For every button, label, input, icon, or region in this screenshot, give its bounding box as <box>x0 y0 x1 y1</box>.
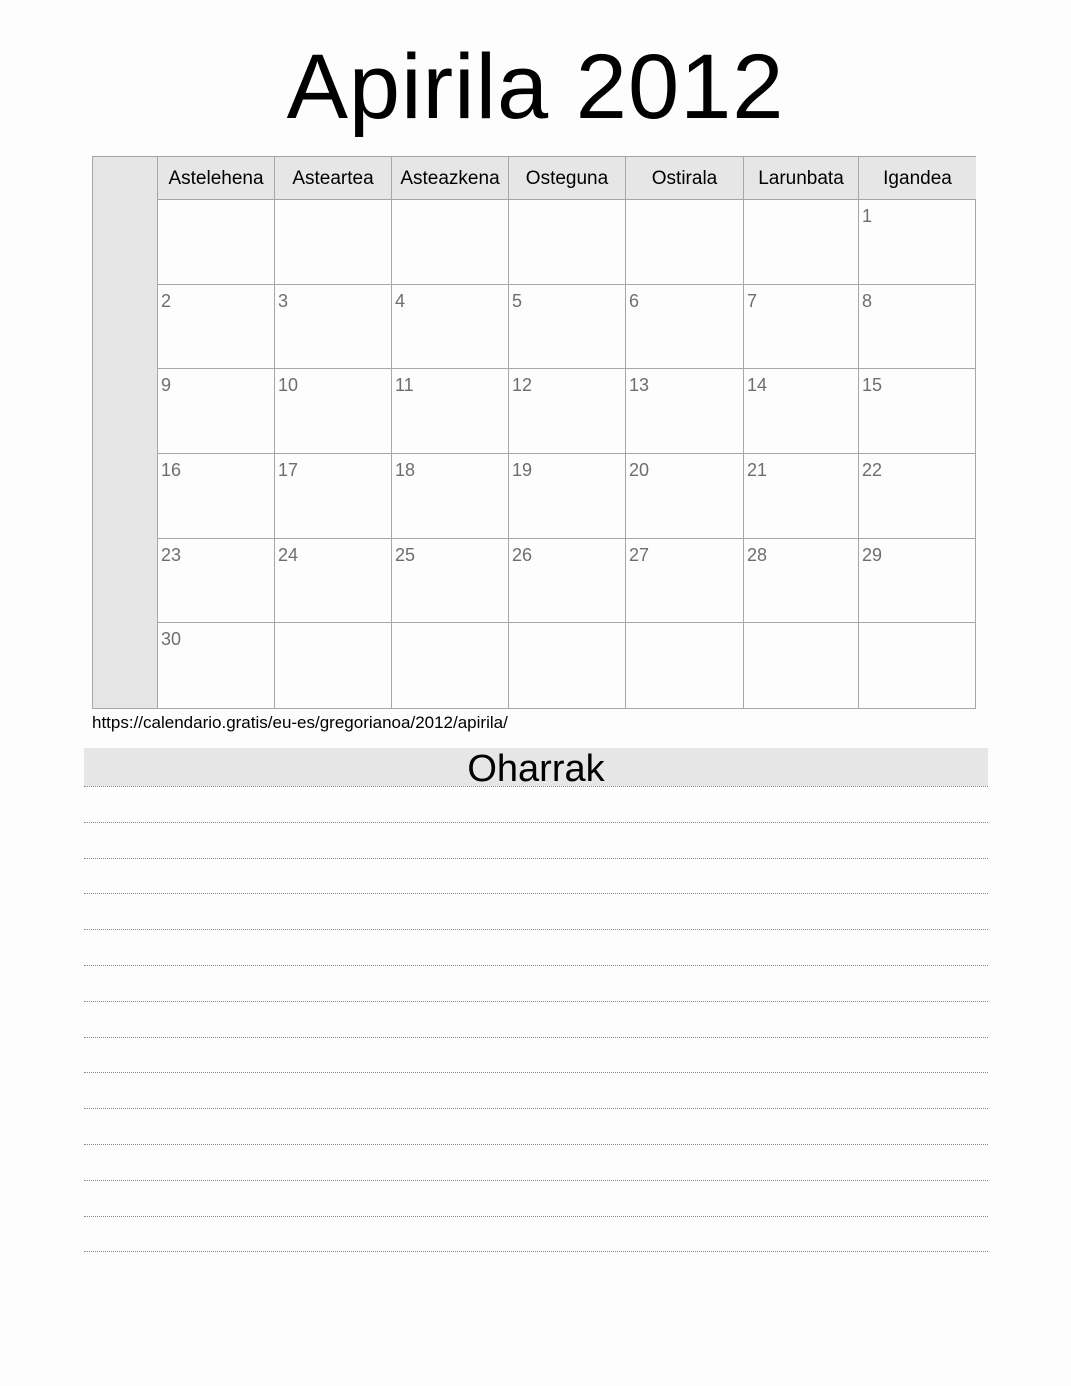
notes-title: Oharrak <box>84 748 988 786</box>
day-cell <box>859 369 976 454</box>
weekday-header: Asteartea <box>275 157 392 200</box>
notes-line <box>84 929 988 930</box>
day-cell <box>626 623 744 708</box>
day-number: 8 <box>862 290 873 311</box>
day-number: 14 <box>747 375 768 396</box>
day-cell <box>509 623 626 708</box>
day-cell <box>744 200 859 285</box>
day-number: 23 <box>161 544 182 565</box>
day-number: 22 <box>862 459 883 480</box>
page-title: Apirila 2012 <box>286 36 785 138</box>
day-number: 9 <box>161 375 172 396</box>
day-number: 12 <box>512 375 533 396</box>
day-cell <box>275 454 392 539</box>
notes-line <box>84 965 988 966</box>
notes-line <box>84 1216 988 1217</box>
notes-line <box>84 1037 988 1038</box>
day-cell <box>275 369 392 454</box>
week-number-column <box>93 157 158 708</box>
day-number: 16 <box>161 459 182 480</box>
calendar-cells <box>158 157 975 708</box>
weekday-header: Astelehena <box>158 157 275 200</box>
day-number: 6 <box>629 290 640 311</box>
notes-line <box>84 1001 988 1002</box>
day-number: 3 <box>278 290 289 311</box>
day-number: 20 <box>629 459 650 480</box>
day-cell <box>509 454 626 539</box>
day-cell <box>626 539 744 624</box>
weekday-header: Ostirala <box>626 157 744 200</box>
day-cell <box>275 623 392 708</box>
day-number: 15 <box>862 375 883 396</box>
day-cell <box>626 369 744 454</box>
notes-line <box>84 1251 988 1252</box>
day-number: 29 <box>862 544 883 565</box>
day-number: 19 <box>512 459 533 480</box>
day-cell <box>158 369 275 454</box>
day-cell <box>509 285 626 370</box>
day-cell <box>158 200 275 285</box>
day-number: 2 <box>161 290 172 311</box>
day-number: 21 <box>747 459 768 480</box>
day-number: 30 <box>161 629 182 650</box>
notes-line <box>84 858 988 859</box>
day-cell <box>275 200 392 285</box>
notes-line <box>84 893 988 894</box>
day-cell <box>158 623 275 708</box>
day-cell <box>509 369 626 454</box>
day-cell <box>626 454 744 539</box>
day-number: 4 <box>395 290 406 311</box>
notes-line <box>84 822 988 823</box>
notes-line <box>84 786 988 787</box>
day-cell <box>275 285 392 370</box>
day-cell <box>859 623 976 708</box>
day-cell <box>626 200 744 285</box>
weekday-header: Asteazkena <box>392 157 509 200</box>
day-cell <box>744 539 859 624</box>
day-number: 5 <box>512 290 523 311</box>
day-cell <box>392 285 509 370</box>
day-cell <box>626 285 744 370</box>
day-cell <box>744 369 859 454</box>
day-number: 18 <box>395 459 416 480</box>
notes-line <box>84 1108 988 1109</box>
day-cell <box>509 539 626 624</box>
weekday-header: Igandea <box>859 157 976 200</box>
day-cell <box>859 200 976 285</box>
day-number: 11 <box>395 375 414 396</box>
day-number: 13 <box>629 375 650 396</box>
day-cell <box>859 285 976 370</box>
notes-line <box>84 1072 988 1073</box>
day-cell <box>392 454 509 539</box>
day-number: 28 <box>747 544 768 565</box>
day-cell <box>158 454 275 539</box>
day-number: 24 <box>278 544 299 565</box>
day-cell <box>392 623 509 708</box>
day-cell <box>275 539 392 624</box>
day-cell <box>744 454 859 539</box>
day-number: 17 <box>278 459 299 480</box>
source-url[interactable]: https://calendario.gratis/eu-es/gregorianoa/2012/apirila/ <box>92 713 508 732</box>
day-number: 25 <box>395 544 416 565</box>
day-cell <box>744 285 859 370</box>
day-cell <box>392 200 509 285</box>
day-cell <box>158 285 275 370</box>
day-cell <box>859 454 976 539</box>
day-cell <box>392 539 509 624</box>
day-number: 26 <box>512 544 533 565</box>
weekday-header: Osteguna <box>509 157 626 200</box>
day-number: 27 <box>629 544 650 565</box>
notes-line <box>84 1144 988 1145</box>
day-cell <box>509 200 626 285</box>
day-cell <box>392 369 509 454</box>
weekday-header: Larunbata <box>744 157 859 200</box>
day-number: 7 <box>747 290 758 311</box>
calendar-grid <box>92 156 976 709</box>
day-cell <box>158 539 275 624</box>
day-number: 10 <box>278 375 299 396</box>
notes-line <box>84 1180 988 1181</box>
day-cell <box>859 539 976 624</box>
day-cell <box>744 623 859 708</box>
day-number: 1 <box>862 206 873 226</box>
